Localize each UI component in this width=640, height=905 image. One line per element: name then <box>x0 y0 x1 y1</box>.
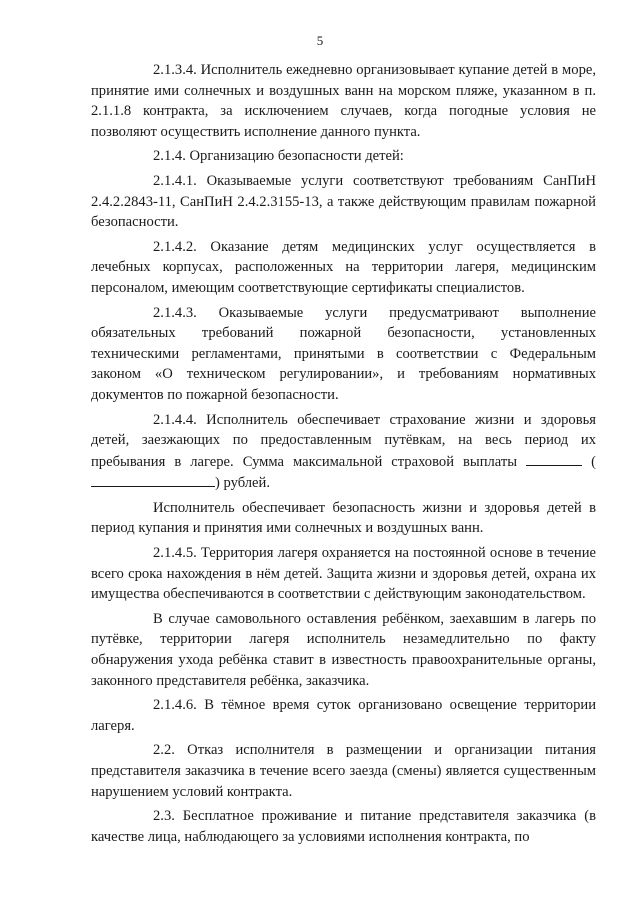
paragraph-swimming-safety: Исполнитель обеспечивает безопасность жизни и здоровья детей в период купания и принятия ими солнечных и воздушных ванн. <box>91 499 596 537</box>
rubles-text: ) рублей. <box>215 475 270 492</box>
insurance-amount-words-blank <box>91 472 215 487</box>
insurance-text: 2.1.4.4. Исполнитель обеспечивает страхование жизни и здоровья детей, заезжающих по предоставленным путёвкам, на весь период их пребывания в лагере. Сумма максимальной страховой выплаты <box>91 411 596 470</box>
paragraph-2-1-4-4 <box>91 410 596 494</box>
paragraph-2-1-4: 2.1.4. Организацию безопасности детей: <box>153 148 404 165</box>
paragraph-2-1-4-5: 2.1.4.5. Территория лагеря охраняется на постоянной основе в течение всего срока нахождения в нём детей. Защита жизни и здоровья детей, охрана их имущества обеспечиваются в соответствии с действующим законодательством. <box>91 545 596 603</box>
paragraph-2-1-3-4: 2.1.3.4. Исполнитель ежедневно организовывает купание детей в море, принятие ими солнечных и воздушных ванн на морском пляже, указанном в п. 2.1.1.8 контракта, за исключением случаев, когда погодные условия не позволяют осуществить исполнение данного пункта. <box>91 62 596 140</box>
paragraph-2-2: 2.2. Отказ исполнителя в размещении и организации питания представителя заказчика в течение всего заезда (смены) является существенным нарушением условий контракта. <box>91 742 596 800</box>
paragraph-2-1-4-1: 2.1.4.1. Оказываемые услуги соответствуют требованиям СанПиН 2.4.2.2843-11, СанПиН 2.4.2.3155-13, а также действующим правилам пожарной безопасности. <box>91 172 596 231</box>
paragraph-child-leaving: В случае самовольного оставления ребёнком, заехавшим в лагерь по путёвке, территории лагеря исполнитель незамедлительно по факту обнаружения ухода ребёнка ставит в известность правоохранительные органы, законного представителя ребёнка, заказчика. <box>91 610 596 689</box>
document-body <box>91 60 596 851</box>
paragraph-2-1-4-2: 2.1.4.2. Оказание детям медицинских услуг осуществляется в лечебных корпусах, расположенных на территории лагеря, медицинским персоналом, имеющим соответствующие сертификаты специалистов. <box>91 238 596 296</box>
insurance-amount-blank <box>526 451 582 466</box>
page-number: 5 <box>316 33 324 48</box>
paragraph-2-1-4-3: 2.1.4.3. Оказываемые услуги предусматривают выполнение обязательных требований пожарной безопасности, установленных техническими регламентами, принятыми в соответствии с Федеральным законом «О техническом регулировании», и требованиям нормативных документов по пожарной безопасности. <box>91 304 596 403</box>
paragraph-2-1-4-6: 2.1.4.6. В тёмное время суток организовано освещение территории лагеря. <box>91 697 596 734</box>
paragraph-2-3: 2.3. Бесплатное проживание и питание представителя заказчика (в качестве лица, наблюдающего за условиями исполнения контракта, по <box>91 808 596 845</box>
open-paren: ( <box>591 453 596 470</box>
